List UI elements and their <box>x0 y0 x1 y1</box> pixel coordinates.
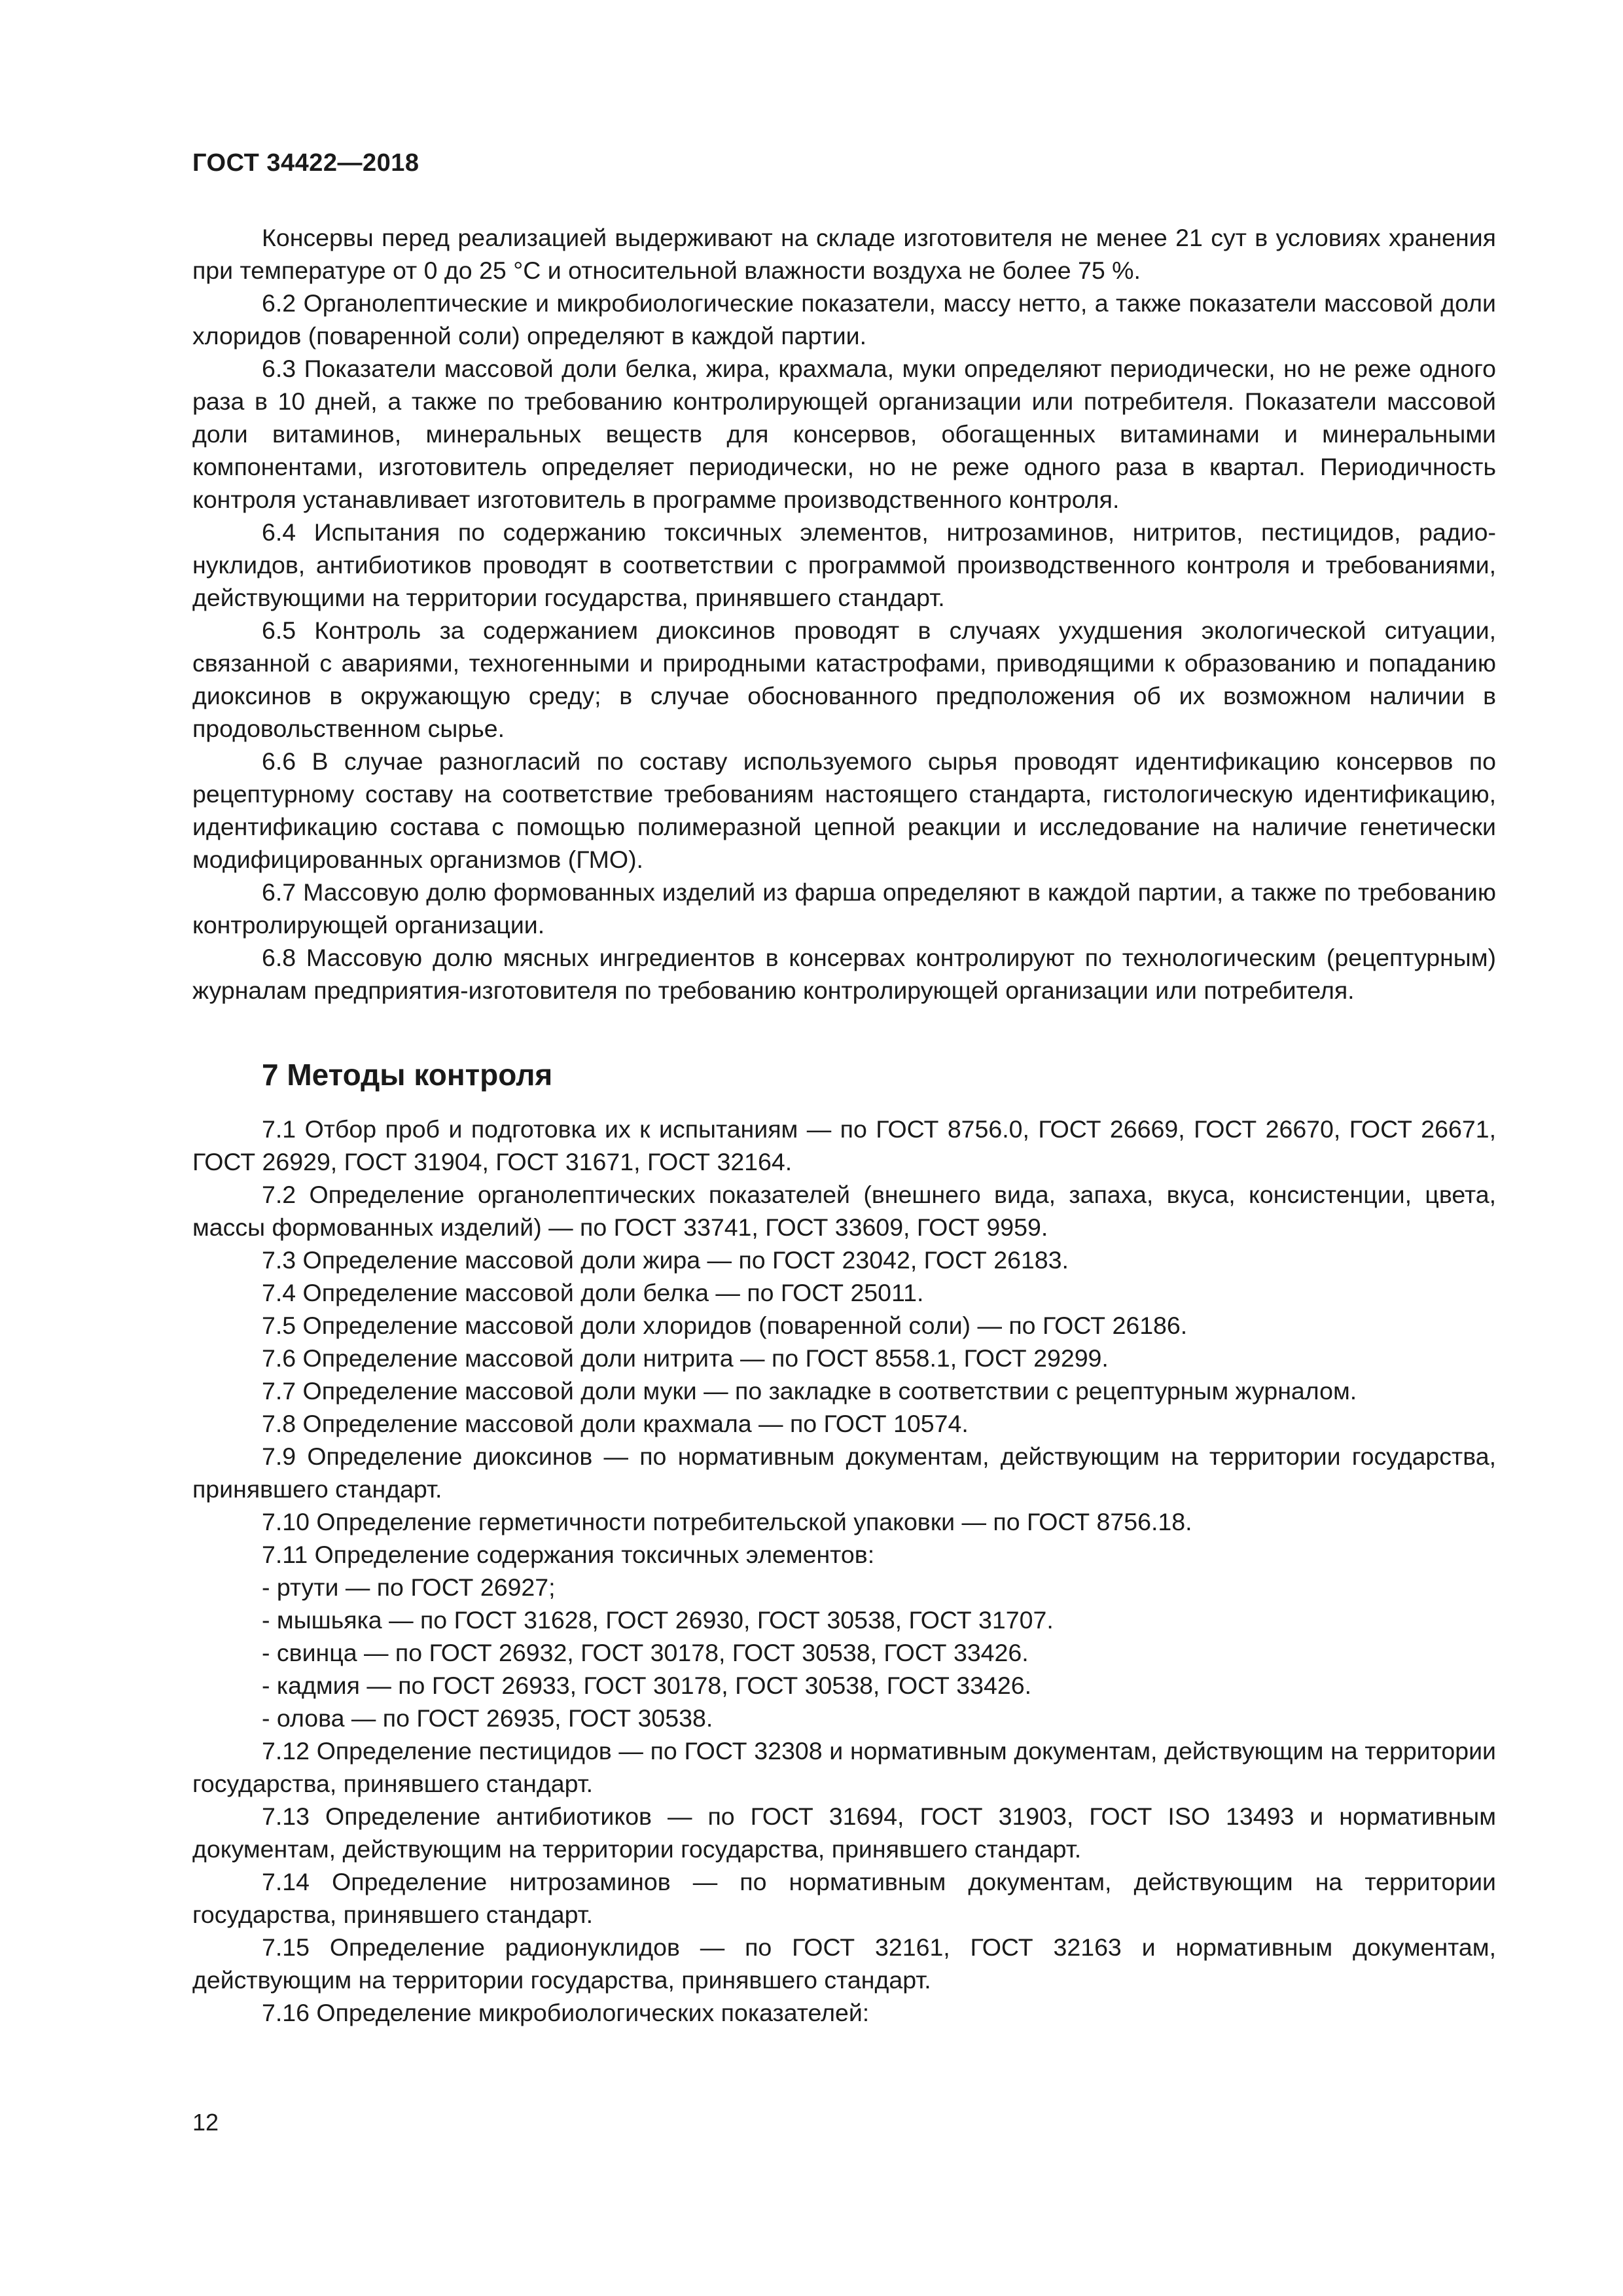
list-item-mercury: - ртути — по ГОСТ 26927; <box>262 1573 556 1601</box>
paragraph-7-3: 7.3 Определение массовой доли жира — по ГОСТ 23042, ГОСТ 26183. <box>262 1246 1069 1274</box>
paragraph-7-6: 7.6 Определение массовой доли нитрита — по ГОСТ 8558.1, ГОСТ 29299. <box>262 1344 1109 1372</box>
paragraph-7-16: 7.16 Определение микробиологических показателей: <box>262 1999 870 2026</box>
paragraph-6-4: 6.4 Испытания по содержанию токсичных элементов, нитрозаминов, нитритов, пестицидов, радионуклидов, антибиотиков проводят в соответствии с программой производственного контроля и требованиями, действующими на территории государства, принявшего стандарт. <box>192 518 1496 611</box>
list-item-lead: - свинца — по ГОСТ 26932, ГОСТ 30178, ГОСТ 30538, ГОСТ 33426. <box>262 1639 1029 1666</box>
section-7-title: 7 Методы контроля <box>262 1058 553 1092</box>
paragraph-6-7: 6.7 Массовую долю формованных изделий из фарша определяют в каждой партии, а также по требованию контролирующей организации. <box>192 878 1496 939</box>
paragraph-6-8: 6.8 Массовую долю мясных ингредиентов в консервах контролируют по технологическим (рецептурным) журналам предприятия-изготовителя по требованию контролирующей организации или потребителя. <box>192 944 1496 1004</box>
paragraph-7-7: 7.7 Определение массовой доли муки — по закладке в соответствии с рецептурным журналом. <box>262 1377 1357 1405</box>
paragraph-7-4: 7.4 Определение массовой доли белка — по ГОСТ 25011. <box>262 1279 924 1306</box>
document-code-header: ГОСТ 34422—2018 <box>192 149 419 177</box>
paragraph-7-8: 7.8 Определение массовой доли крахмала — по ГОСТ 10574. <box>262 1410 969 1437</box>
list-item-tin: - олова — по ГОСТ 26935, ГОСТ 30538. <box>262 1704 713 1732</box>
paragraph-7-12: 7.12 Определение пестицидов — по ГОСТ 32308 и нормативным документам, действующим на территории государства, принявшего стандарт. <box>192 1737 1496 1797</box>
paragraph-7-2: 7.2 Определение органолептических показателей (внешнего вида, запаха, вкуса, консистенции, цвета, массы формованных изделий) — по ГОСТ 33741, ГОСТ 33609, ГОСТ 9959. <box>192 1181 1496 1241</box>
paragraph-7-9: 7.9 Определение диоксинов — по нормативным документам, действующим на территории государства, принявшего стандарт. <box>192 1443 1496 1503</box>
paragraph-6-2: 6.2 Органолептические и микробиологические показатели, массу нетто, а также показатели массовой доли хлоридов (поваренной соли) определяют в каждой партии. <box>192 289 1496 350</box>
paragraph-7-13: 7.13 Определение антибиотиков — по ГОСТ 31694, ГОСТ 31903, ГОСТ ISO 13493 и нормативным документам, действующим на территории государства, принявшего стандарт. <box>192 1803 1496 1863</box>
paragraph-6-3: 6.3 Показатели массовой доли белка, жира, крахмала, муки определяют периодически, но не реже одного раза в 10 дней, а также по требованию контролирующей организации или потребителя. Показатели массовой доли витаминов, минеральных веществ для консервов, обогащенных витаминами и минеральными компонентами, изготовитель определяет периодически, но не реже одного раза в квартал. Периодичность контроля устанавливает изготовитель в программе производственного контроля. <box>192 355 1496 513</box>
list-item-arsenic: - мышьяка — по ГОСТ 31628, ГОСТ 26930, ГОСТ 30538, ГОСТ 31707. <box>262 1606 1054 1634</box>
paragraph-7-14: 7.14 Определение нитрозаминов — по нормативным документам, действующим на территории государства, принявшего стандарт. <box>192 1868 1496 1928</box>
paragraph-7-15: 7.15 Определение радионуклидов — по ГОСТ 32161, ГОСТ 32163 и нормативным документам, действующим на территории государства, принявшего стандарт. <box>192 1933 1496 1994</box>
paragraph-7-1: 7.1 Отбор проб и подготовка их к испытаниям — по ГОСТ 8756.0, ГОСТ 26669, ГОСТ 26670, ГОСТ 26671, ГОСТ 26929, ГОСТ 31904, ГОСТ 31671, ГОСТ 32164. <box>192 1115 1496 1175</box>
paragraph-7-11: 7.11 Определение содержания токсичных элементов: <box>262 1541 875 1568</box>
page-number: 12 <box>192 2109 219 2136</box>
paragraph-7-5: 7.5 Определение массовой доли хлоридов (поваренной соли) — по ГОСТ 26186. <box>262 1312 1188 1339</box>
document-body <box>192 221 1496 2029</box>
list-item-cadmium: - кадмия — по ГОСТ 26933, ГОСТ 30178, ГОСТ 30538, ГОСТ 33426. <box>262 1672 1031 1699</box>
paragraph-6-6: 6.6 В случае разногласий по составу используемого сырья проводят идентификацию консервов по рецептурному составу на соответствие требованиям настоящего стандарта, гистологическую идентификацию, идентификацию состава с помощью полимеразной цепной реакции и исследование на наличие генетически модифицированных организмов (ГМО). <box>192 747 1496 873</box>
paragraph-6-5: 6.5 Контроль за содержанием диоксинов проводят в случаях ухудшения экологической ситуации, связанной с авариями, техногенными и природными катастрофами, приводящими к образованию и попаданию диоксинов в окружающую среду; в случае обоснованного предположения об их возможном наличии в продовольственном сырье. <box>192 617 1496 742</box>
paragraph-storage: Консервы перед реализацией выдерживают на складе изготовителя не менее 21 сут в условиях хранения при температуре от 0 до 25 °С и относительной влажности воздуха не более 75 %. <box>192 224 1496 284</box>
paragraph-7-10: 7.10 Определение герметичности потребительской упаковки — по ГОСТ 8756.18. <box>262 1508 1192 1535</box>
